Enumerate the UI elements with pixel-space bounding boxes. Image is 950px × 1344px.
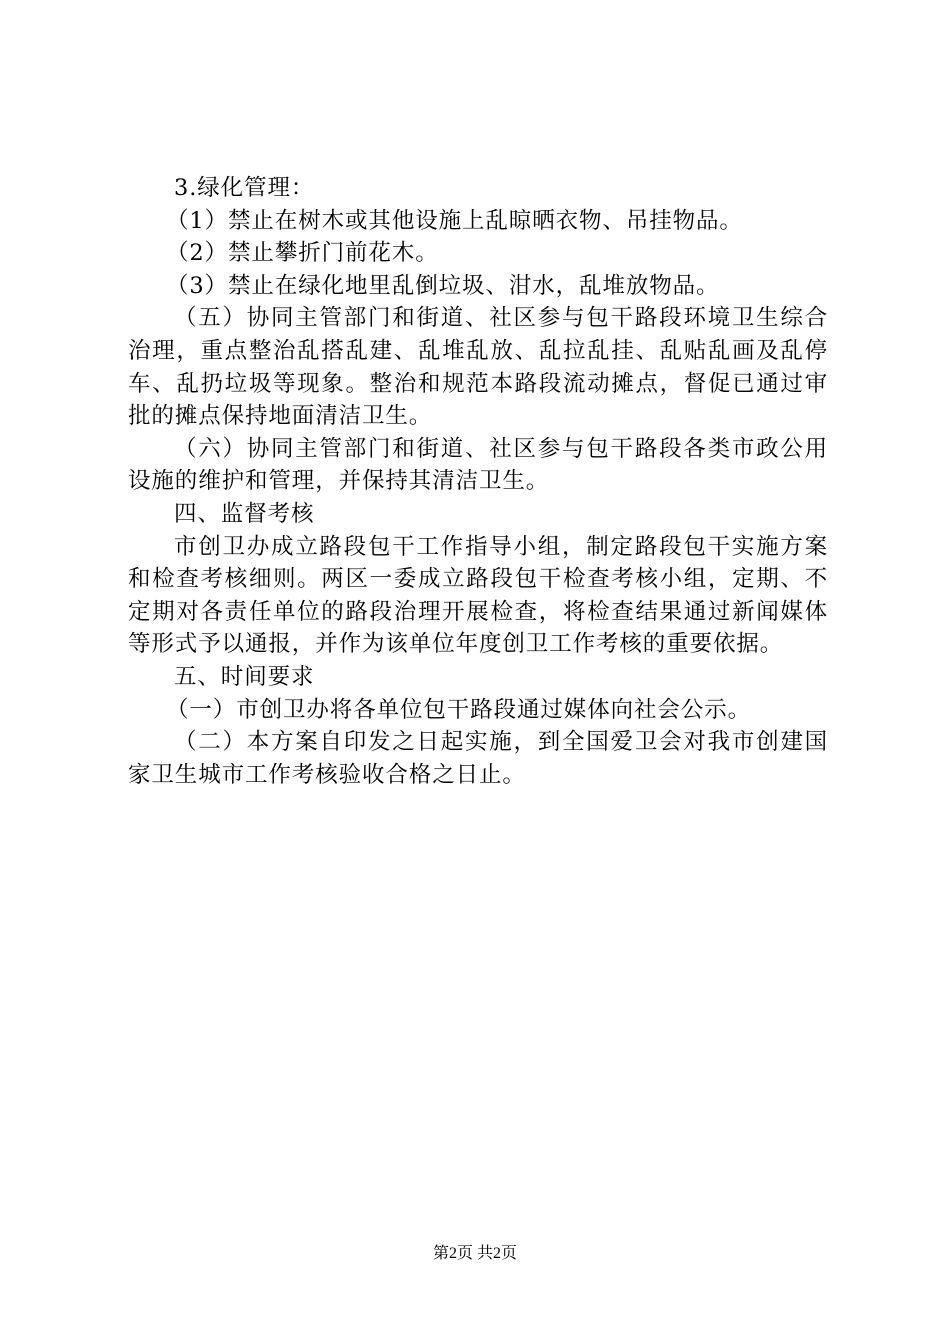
paragraph-greening-heading: 3.绿化管理： [174,175,315,201]
paragraph-item-3: （3）禁止在绿化地里乱倒垃圾、泔水，乱堆放物品。 [166,272,720,299]
paragraph-time-item-1: （一）市创卫办将各单位包干路段通过媒体向社会公示。 [166,696,752,723]
paragraph-supervision-body: 市创卫办成立路段包干工作指导小组，制定路段包干实施方案和检查考核细则。两区一委成立路段包干检查考核小组，定期、不定期对各责任单位的路段治理开展检查，将检查结果通过新闻媒体等形式予以通报，并作为该单位年度创卫工作考核的重要依据。 [128,533,828,658]
page-footer: 第2页 共2页 [432,1245,517,1262]
paragraph-item-1: （1）禁止在树木或其他设施上乱晾晒衣物、吊挂物品。 [166,207,743,234]
document-body [128,172,828,791]
paragraph-item-2: （2）禁止攀折门前花木。 [166,240,439,267]
paragraph-time-item-2: （二）本方案自印发之日起实施，到全国爱卫会对我市创建国家卫生城市工作考核验收合格之日止。 [128,729,828,788]
paragraph-section-six: （六）协同主管部门和街道、社区参与包干路段各类市政公用设施的维护和管理，并保持其清洁卫生。 [128,435,828,495]
heading-supervision: 四、监督考核 [174,500,315,527]
heading-time-requirements: 五、时间要求 [174,663,315,690]
paragraph-section-five: （五）协同主管部门和街道、社区参与包干路段环境卫生综合治理，重点整治乱搭乱建、乱堆乱放、乱拉乱挂、乱贴乱画及乱停车、乱扔垃圾等现象。整治和规范本路段流动摊点，督促已通过审批的摊点保持地面清洁卫生。 [128,305,828,430]
